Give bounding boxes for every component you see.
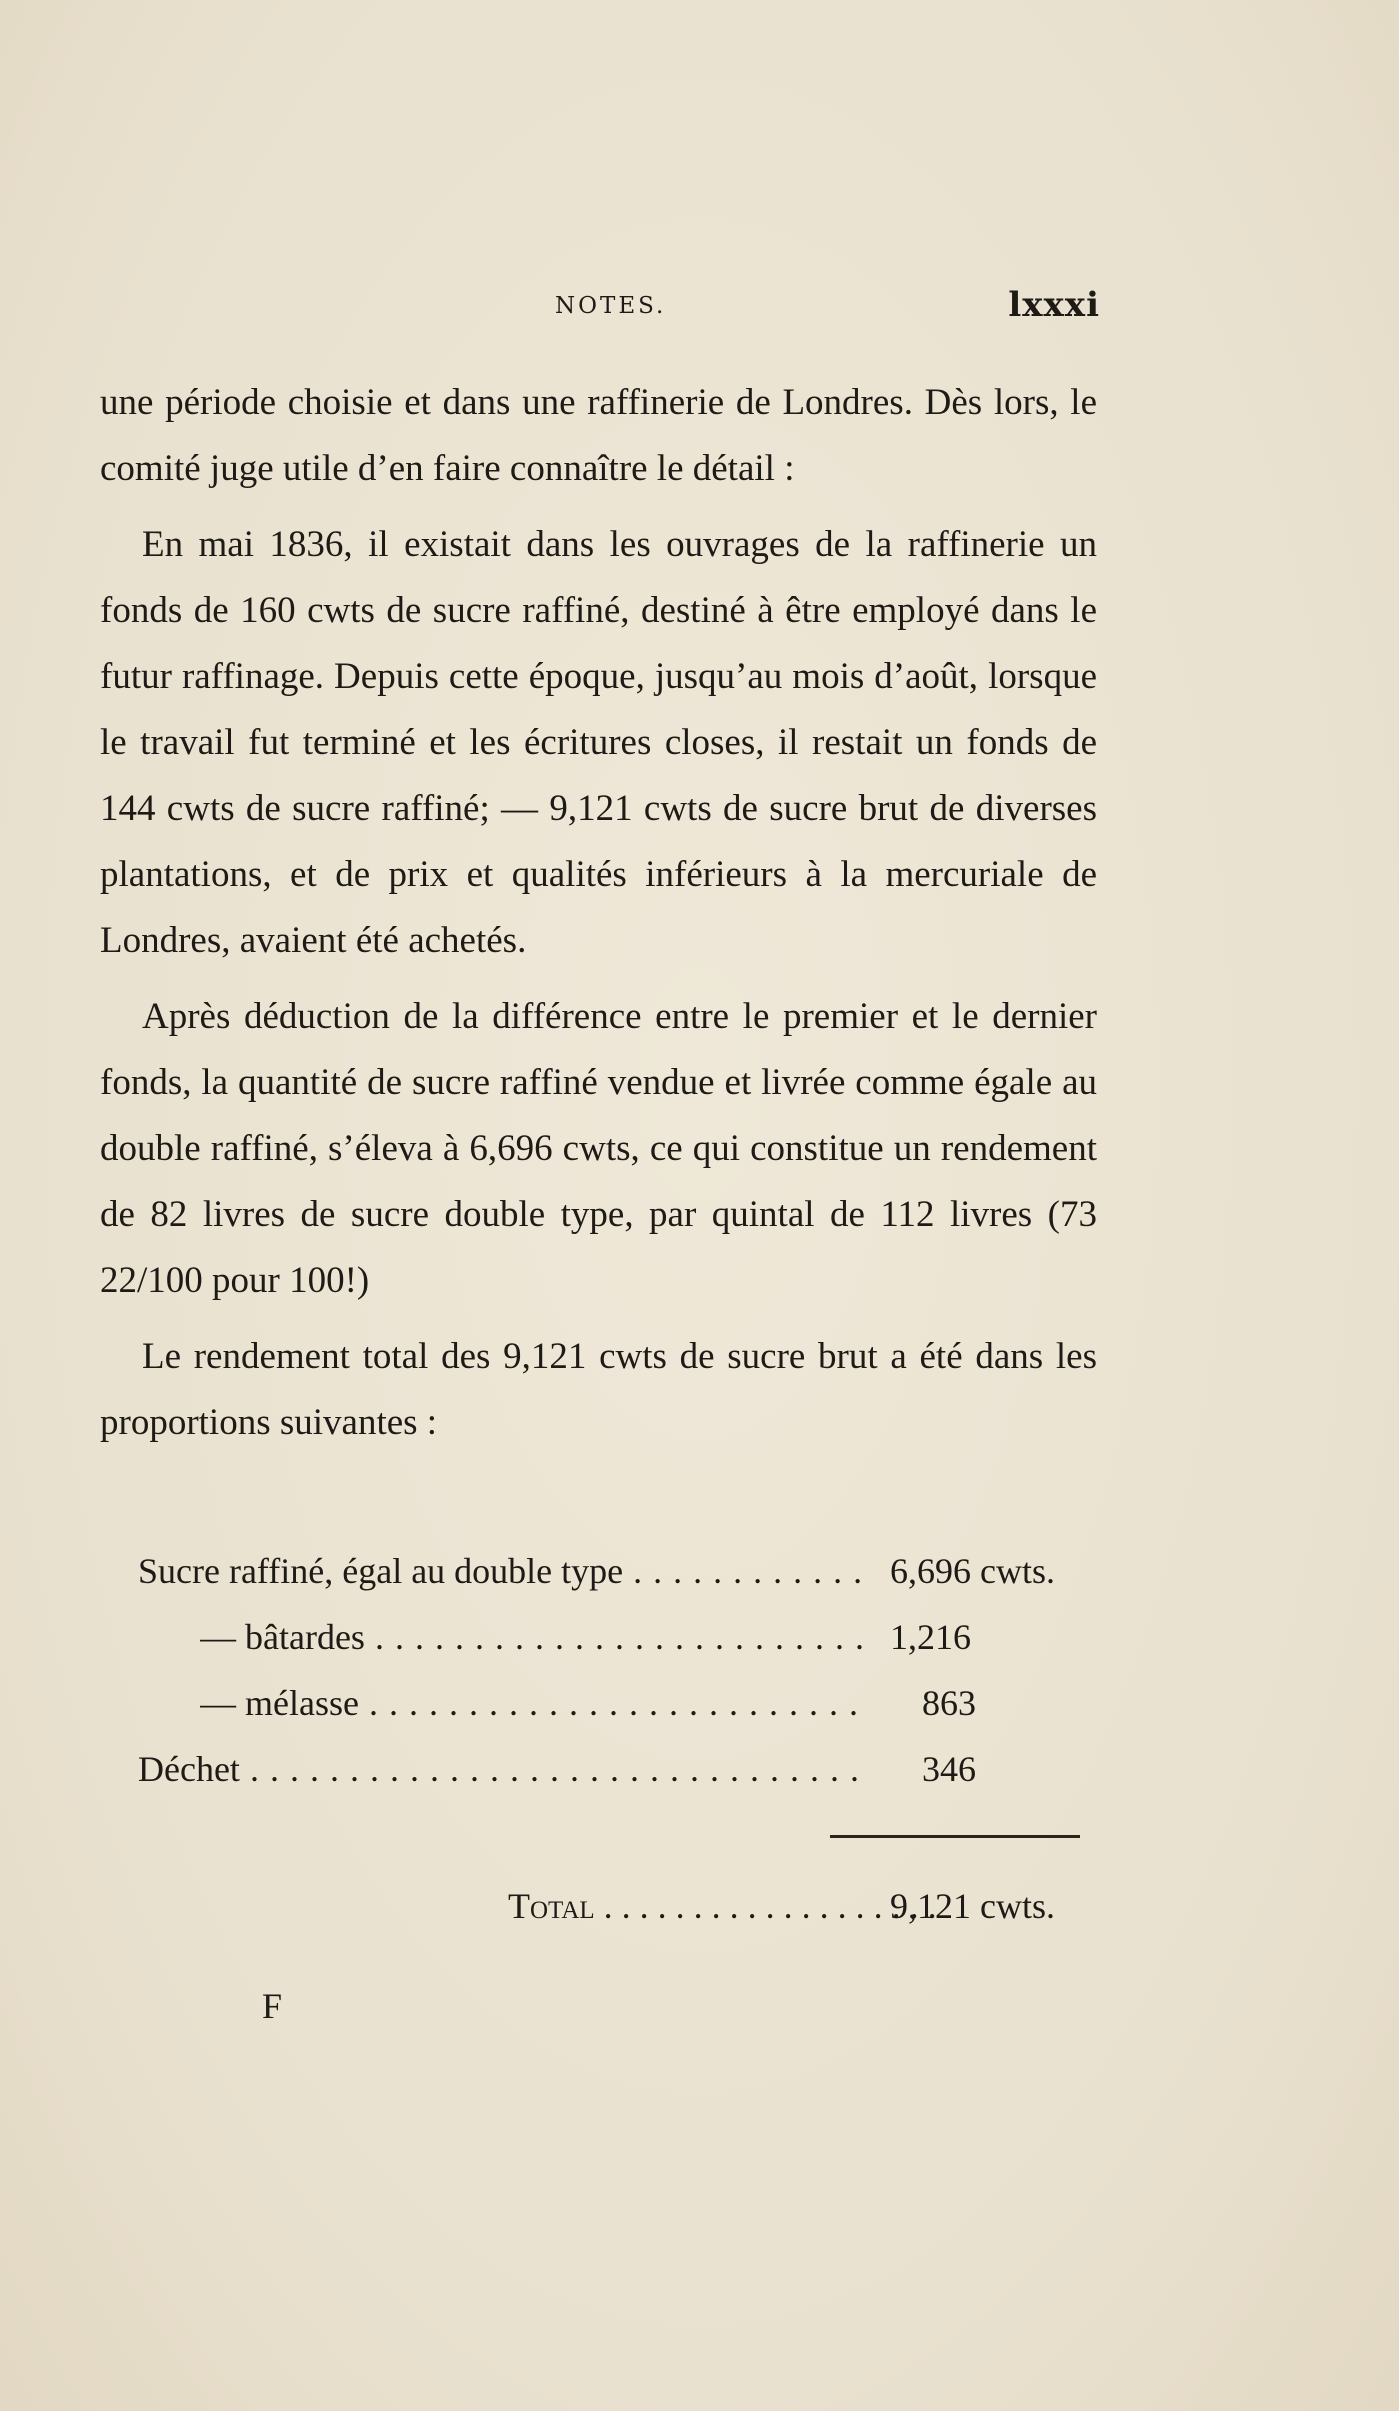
row-label: — bâtardes . . .	[200, 1616, 868, 1658]
paragraph-2: En mai 1836, il existait dans les ouvrages de la raffinerie un fonds de 160 cwts de sucre raffiné, destiné à être employé dans le futur raffinage. Depuis cette époque, jusqu’au mois d’août, lorsque le travail fut terminé et les écritures closes, il restait un fonds de 144 cwts de sucre raffiné; — 9,121 cwts de sucre brut de diverses plantations, et de prix et qualités inférieurs à la mercuriale de Londres, avaient été achetés.	[100, 524, 1097, 961]
page-number: lxxxi	[1008, 285, 1100, 325]
table-row	[100, 1616, 1100, 1682]
signature-mark: F	[262, 1986, 283, 2026]
table-row	[100, 1748, 1100, 1814]
total-label: Total . . .	[508, 1885, 948, 1927]
row-label: Déchet . . .	[138, 1748, 868, 1790]
row-value: 1,216	[890, 1617, 971, 1657]
row-label: — mélasse . . .	[200, 1682, 868, 1724]
paragraph-3: Après déduction de la différence entre le premier et le dernier fonds, la quantité de sucre raffiné vendue et livrée comme égale au double raffiné, s’éleva à 6,696 cwts, ce qui constitue un rendement de 82 livres de sucre double type, par quintal de 112 livres (73 22/100 pour 100!)	[100, 996, 1097, 1301]
running-header	[100, 285, 1100, 335]
row-value: 346	[922, 1749, 976, 1789]
row-value: 863	[922, 1683, 976, 1723]
yield-table	[100, 1550, 1100, 1926]
table-row	[100, 1550, 1100, 1616]
row-value: 6,696 cwts.	[890, 1551, 1055, 1591]
running-title: NOTES.	[555, 293, 667, 319]
table-row	[100, 1682, 1100, 1748]
sum-rule	[830, 1835, 1080, 1838]
total-row	[100, 1885, 1100, 1951]
paragraph-1: une période choisie et dans une raffinerie de Londres. Dès lors, le comité juge utile d’en faire connaître le détail :	[100, 382, 1097, 489]
total-value: 9,121 cwts.	[890, 1886, 1055, 1926]
row-label: Sucre raffiné, égal au double type . . .	[138, 1550, 868, 1592]
paragraph-4: Le rendement total des 9,121 cwts de sucre brut a été dans les proportions suivantes :	[100, 1336, 1097, 1443]
body-text	[100, 370, 1097, 1466]
